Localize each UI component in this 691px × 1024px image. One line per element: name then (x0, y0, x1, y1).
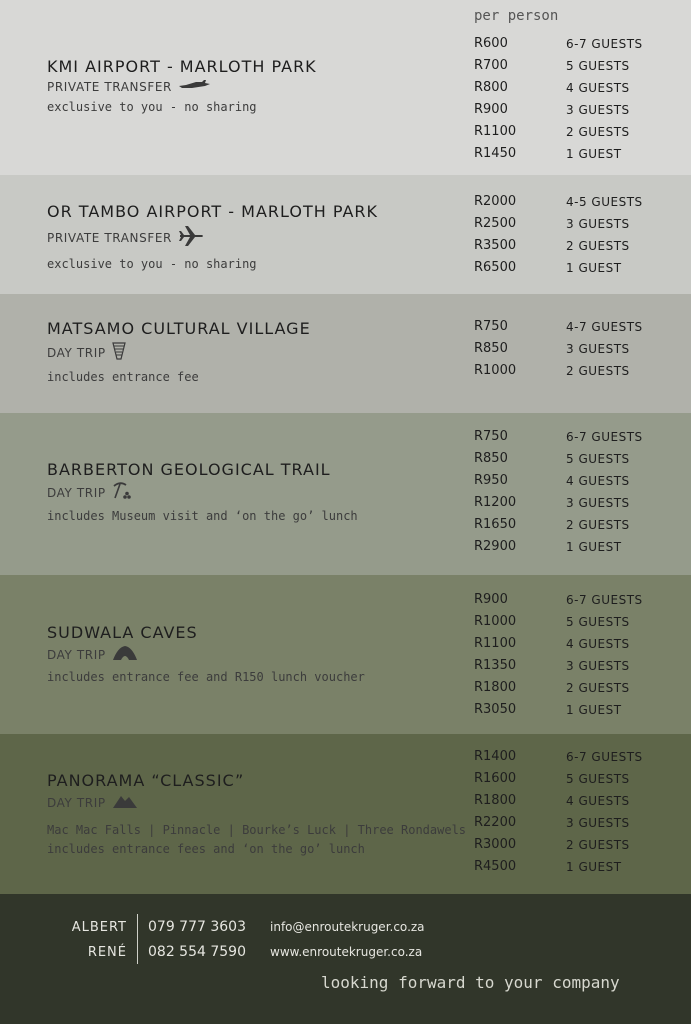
rate-price: R1100 (474, 124, 517, 139)
tour-title: PANORAMA “CLASSIC” (47, 771, 245, 790)
rate-price: R750 (474, 319, 508, 334)
tour-note: includes entrance fee and R150 lunch voucher (47, 670, 365, 684)
rate-price: R700 (474, 58, 508, 73)
rate-price: R1000 (474, 614, 517, 629)
rate-price: R3500 (474, 238, 517, 253)
tour-info (47, 623, 365, 686)
email-link[interactable]: info@enroutekruger.co.za (270, 920, 425, 934)
rate-row (474, 677, 643, 699)
rate-guests: 3 GUESTS (566, 816, 630, 830)
tour-type (47, 482, 358, 504)
rate-row (474, 699, 643, 721)
rate-guests: 3 GUESTS (566, 496, 630, 510)
rate-price: R1200 (474, 495, 517, 510)
rate-row (474, 633, 643, 655)
tour-title: OR TAMBO AIRPORT - MARLOTH PARK (47, 202, 379, 221)
rate-guests: 3 GUESTS (566, 342, 630, 356)
tour-note: exclusive to you - no sharing (47, 257, 257, 271)
rate-guests: 2 GUESTS (566, 518, 630, 532)
tour-title: BARBERTON GEOLOGICAL TRAIL (47, 460, 331, 479)
tour-matsamo (0, 294, 691, 413)
rate-price: R3050 (474, 702, 517, 717)
tour-or-tambo-airport (0, 175, 691, 294)
rate-row (474, 514, 643, 536)
rate-price: R1650 (474, 517, 517, 532)
tour-type (47, 79, 317, 95)
rate-price: R800 (474, 80, 508, 95)
rate-table (474, 426, 643, 558)
drum-icon (112, 341, 126, 365)
tour-barberton (0, 413, 691, 575)
tour-note-secondary: includes entrance fees and ‘on the go’ lunch (47, 842, 365, 856)
rate-row (474, 235, 643, 257)
rate-row (474, 492, 643, 514)
rate-table (474, 589, 643, 721)
contact-phone[interactable]: 079 777 3603 (148, 919, 246, 935)
rate-price: R1100 (474, 636, 517, 651)
rate-row (474, 99, 643, 121)
tour-type (47, 224, 378, 252)
rate-price: R2000 (474, 194, 517, 209)
rate-table (474, 33, 643, 165)
tour-type-label: PRIVATE TRANSFER (47, 80, 172, 94)
rate-row (474, 426, 643, 448)
rate-price: R6500 (474, 260, 517, 275)
rate-price: R600 (474, 36, 508, 51)
rate-guests: 3 GUESTS (566, 103, 630, 117)
website-link[interactable]: www.enroutekruger.co.za (270, 945, 423, 959)
footer-divider (137, 914, 138, 964)
per-person-label: per person (474, 8, 559, 24)
rate-price: R3000 (474, 837, 517, 852)
rate-price: R1450 (474, 146, 517, 161)
rate-price: R1800 (474, 680, 517, 695)
mountain-icon (112, 793, 138, 813)
tour-type-label: PRIVATE TRANSFER (47, 231, 172, 245)
rate-price: R2500 (474, 216, 517, 231)
rate-guests: 5 GUESTS (566, 615, 630, 629)
rate-guests: 3 GUESTS (566, 217, 630, 231)
rate-guests: 4 GUESTS (566, 474, 630, 488)
tour-type-label: DAY TRIP (47, 486, 106, 500)
rate-price: R1350 (474, 658, 517, 673)
rate-guests: 2 GUESTS (566, 838, 630, 852)
rate-price: R900 (474, 102, 508, 117)
rate-guests: 6-7 GUESTS (566, 430, 643, 444)
rate-price: R950 (474, 473, 508, 488)
tour-title: KMI AIRPORT - MARLOTH PARK (47, 57, 317, 76)
rate-guests: 1 GUEST (566, 540, 622, 554)
rate-row (474, 338, 643, 360)
tour-info (47, 319, 311, 386)
rate-guests: 1 GUEST (566, 147, 622, 161)
rate-row (474, 257, 643, 279)
tour-type-label: DAY TRIP (47, 648, 106, 662)
rate-guests: 2 GUESTS (566, 364, 630, 378)
rate-price: R850 (474, 341, 508, 356)
contact-name: ALBERT (71, 920, 127, 935)
rate-row (474, 856, 643, 878)
rate-price: R1000 (474, 363, 517, 378)
rate-row (474, 316, 643, 338)
rate-price: R2200 (474, 815, 517, 830)
contact-name: RENÉ (87, 945, 127, 960)
rate-guests: 6-7 GUESTS (566, 593, 643, 607)
rate-price: R750 (474, 429, 508, 444)
rate-guests: 4 GUESTS (566, 637, 630, 651)
rate-guests: 1 GUEST (566, 703, 622, 717)
rate-guests: 1 GUEST (566, 261, 622, 275)
rate-guests: 2 GUESTS (566, 125, 630, 139)
tagline: looking forward to your company (321, 973, 620, 992)
rate-price: R900 (474, 592, 508, 607)
rate-guests: 4 GUESTS (566, 81, 630, 95)
tour-title: MATSAMO CULTURAL VILLAGE (47, 319, 311, 338)
tour-type (47, 793, 466, 813)
rate-row (474, 143, 643, 165)
tour-note: exclusive to you - no sharing (47, 100, 257, 114)
rate-guests: 3 GUESTS (566, 659, 630, 673)
tour-title: SUDWALA CAVES (47, 623, 198, 642)
rate-guests: 4 GUESTS (566, 794, 630, 808)
rate-row (474, 834, 643, 856)
tour-info (47, 57, 317, 116)
rate-table (474, 316, 643, 382)
tour-type (47, 645, 365, 665)
rate-guests: 5 GUESTS (566, 772, 630, 786)
rate-row (474, 611, 643, 633)
tour-note: Mac Mac Falls | Pinnacle | Bourke’s Luck | Three Rondawels (47, 823, 467, 837)
rate-price: R1800 (474, 793, 517, 808)
rate-price: R2900 (474, 539, 517, 554)
tour-info (47, 460, 358, 525)
contact-names (72, 915, 127, 965)
rate-guests: 4-7 GUESTS (566, 320, 643, 334)
rate-table (474, 191, 643, 279)
tour-note: includes entrance fee (47, 370, 199, 384)
contact-phones (148, 915, 246, 965)
rate-row (474, 77, 643, 99)
rate-row (474, 589, 643, 611)
rate-row (474, 213, 643, 235)
rate-row (474, 812, 643, 834)
tour-note: includes Museum visit and ‘on the go’ lunch (47, 509, 358, 523)
tour-type-label: DAY TRIP (47, 346, 106, 360)
tour-sudwala (0, 575, 691, 734)
rate-row (474, 768, 643, 790)
tour-info (47, 202, 378, 273)
rate-price: R4500 (474, 859, 517, 874)
rate-price: R1600 (474, 771, 517, 786)
rate-row (474, 191, 643, 213)
rate-guests: 6-7 GUESTS (566, 37, 643, 51)
rate-row (474, 55, 643, 77)
rate-guests: 5 GUESTS (566, 59, 630, 73)
cave-icon (112, 645, 138, 665)
pickaxe-icon (112, 482, 132, 504)
rate-row (474, 33, 643, 55)
rate-table (474, 746, 643, 878)
contact-phone[interactable]: 082 554 7590 (148, 944, 246, 960)
rate-row (474, 746, 643, 768)
rate-guests: 4-5 GUESTS (566, 195, 643, 209)
airplane-icon (178, 224, 204, 252)
rate-row (474, 536, 643, 558)
small-plane-icon (178, 79, 212, 95)
rate-price: R850 (474, 451, 508, 466)
rate-row (474, 121, 643, 143)
contact-web (270, 915, 425, 965)
rate-price: R1400 (474, 749, 517, 764)
rate-guests: 5 GUESTS (566, 452, 630, 466)
tour-type-label: DAY TRIP (47, 796, 106, 810)
rate-row (474, 470, 643, 492)
tour-kmi-airport (0, 0, 691, 175)
rate-guests: 2 GUESTS (566, 681, 630, 695)
rate-guests: 1 GUEST (566, 860, 622, 874)
tour-type (47, 341, 311, 365)
rate-row (474, 655, 643, 677)
tour-info (47, 771, 466, 858)
rate-guests: 2 GUESTS (566, 239, 630, 253)
rate-row (474, 360, 643, 382)
rate-row (474, 448, 643, 470)
rate-guests: 6-7 GUESTS (566, 750, 643, 764)
rate-row (474, 790, 643, 812)
tour-panorama (0, 734, 691, 894)
